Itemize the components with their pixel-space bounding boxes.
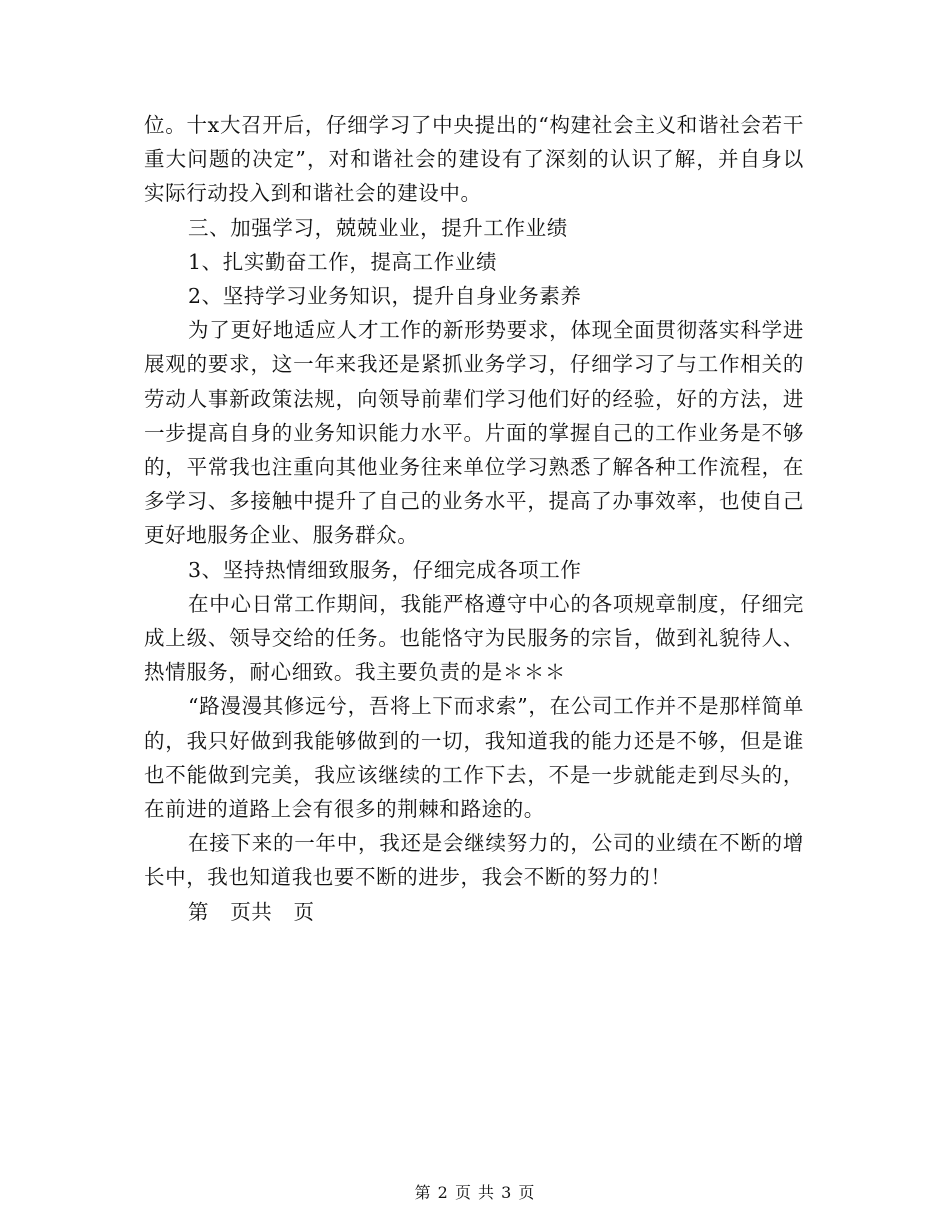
subheading-item-3: 3、坚持热情细致服务，仔细完成各项工作 <box>188 557 582 582</box>
paragraph-continuation: 位。十x大召开后，仔细学习了中央提出的“构建社会主义和谐社会若干重大问题的决定”，对和谐社会的建设有了深刻的认识了解，并自身以实际行动投入到和谐社会的建设中。 <box>144 113 804 206</box>
page-placeholder-line: 第 页共 页 <box>188 899 315 924</box>
subheading-item-2: 2、坚持学习业务知识，提升自身业务素养 <box>188 284 582 309</box>
page-number-footer: 第 2 页 共 3 页 <box>414 1183 536 1202</box>
paragraph-daily-work: 在中心日常工作期间，我能严格遵守中心的各项规章制度，仔细完成上级、领导交给的任务。也能恪守为民服务的宗旨，做到礼貌待人、热情服务，耐心细致。我主要负责的是＊＊＊ <box>144 591 804 685</box>
paragraph-next-year: 在接下来的一年中，我还是会继续努力的，公司的业绩在不断的增长中，我也知道我也要不断的进步，我会不断的努力的！ <box>144 831 804 890</box>
document-body <box>144 108 804 929</box>
subheading-item-1: 1、扎实勤奋工作，提高工作业绩 <box>188 249 498 274</box>
paragraph-quote: “路漫漫其修远兮，吾将上下而求索”，在公司工作并不是那样简单的，我只好做到我能够做到的一切，我知道我的能力还是不够，但是谁也不能做到完美，我应该继续的工作下去，不是一步就能走到尽头的，在前进的道路上会有很多的荆棘和路途的。 <box>144 694 804 822</box>
heading-section-three: 三、加强学习，兢兢业业，提升工作业绩 <box>188 215 568 240</box>
paragraph-business-study: 为了更好地适应人才工作的新形势要求，体现全面贯彻落实科学进展观的要求，这一年来我还是紧抓业务学习，仔细学习了与工作相关的劳动人事新政策法规，向领导前辈们学习他们好的经验，好的方法，进一步提高自身的业务知识能力水平。片面的掌握自己的工作业务是不够的，平常我也注重向其他业务往来单位学习熟悉了解各种工作流程，在多学习、多接触中提升了自己的业务水平，提高了办事效率，也使自己更好地服务企业、服务群众。 <box>144 318 804 548</box>
